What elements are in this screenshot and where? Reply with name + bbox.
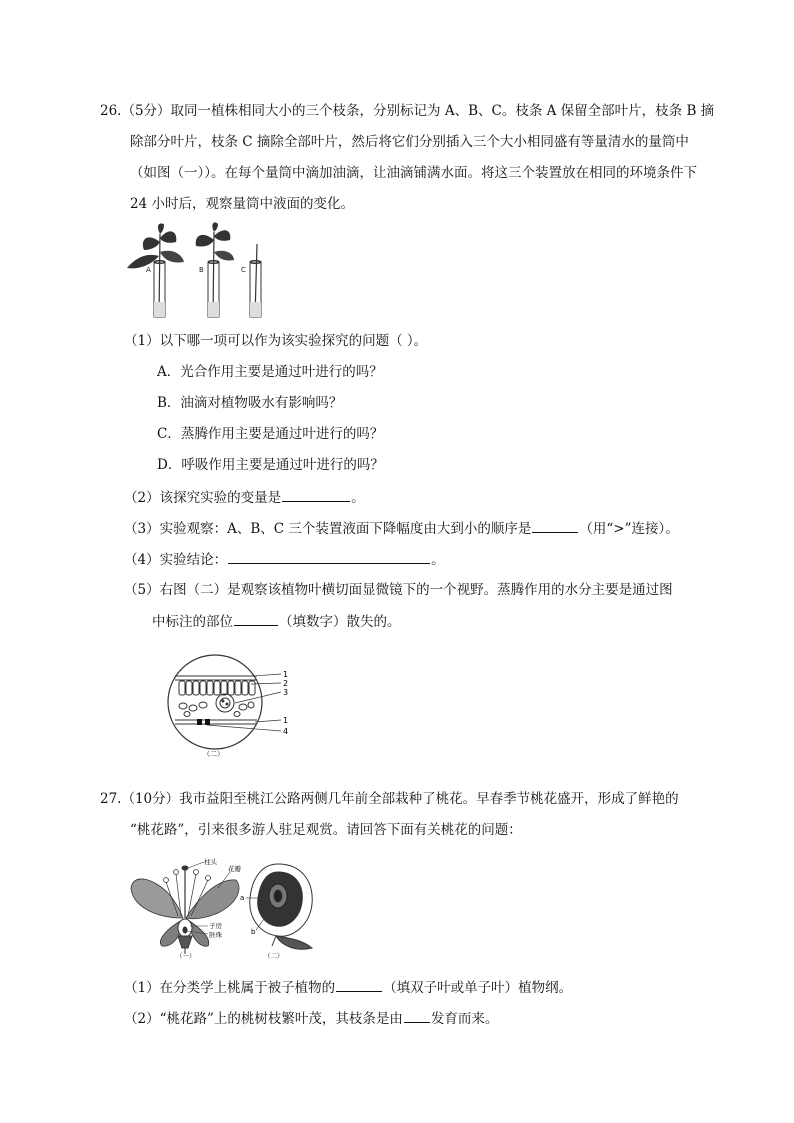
fig2-label-1a: 1 — [283, 670, 289, 679]
label-stigma: 柱头 — [204, 858, 217, 866]
q27-sub2 — [124, 1008, 498, 1029]
fig2-label-4: 4 — [283, 727, 289, 736]
cylinder-c — [250, 244, 261, 317]
q26-sub3-text: （3）实验观察：A、B、C 三个装置液面下降幅度由大到小的顺序是 — [124, 521, 532, 537]
q26-sub3-end: （用“>”连接）。 — [579, 521, 679, 537]
cylinder-experiment-figure — [122, 222, 272, 322]
fig2-label-3: 3 — [283, 688, 289, 697]
q26-sub3-blank[interactable] — [532, 518, 578, 533]
q26-sub5-line2 — [152, 611, 401, 632]
peach-fruit-figure — [242, 858, 322, 960]
q26-sub4-end: 。 — [431, 552, 445, 568]
q27-sub1 — [124, 977, 572, 998]
label-b: B — [199, 266, 204, 274]
peach-flower-figure — [128, 858, 248, 960]
q26-sub3 — [124, 518, 679, 539]
label-ovule: 胚珠 — [209, 931, 222, 939]
fruit-caption: （二） — [264, 952, 284, 960]
q26-option-a[interactable]: A．光合作用主要是通过叶进行的吗？ — [157, 364, 383, 380]
q27-line-1: 27.（10分）我市益阳至桃江公路两侧几年前全部栽种了桃花。早春季节桃花盛开，形成了鲜艳的 — [100, 791, 679, 807]
fig2-caption: （二） — [203, 750, 224, 758]
label-petal: 花瓣 — [228, 865, 241, 873]
leaf-cross-section-figure — [165, 652, 295, 762]
cylinder-a — [127, 223, 184, 317]
q26-option-d[interactable]: D．呼吸作用主要是通过叶进行的吗？ — [157, 457, 384, 473]
q26-sub5-text: 中标注的部位 — [152, 614, 233, 630]
q26-line-2: 除部分叶片，枝条 C 摘除全部叶片，然后将它们分别插入三个大小相同盛有等量清水的量筒中 — [130, 134, 689, 150]
q27-line-2: “桃花路”，引来很多游人驻足观赏。请回答下面有关桃花的问题： — [130, 822, 522, 838]
q26-sub4-blank[interactable] — [228, 549, 430, 564]
q27-sub2-end: 发育而来。 — [430, 1011, 499, 1027]
q27-sub1-end: （填双子叶或单子叶）植物纲。 — [383, 980, 573, 996]
q26-line-4: 24 小时后，观察量筒中液面的变化。 — [130, 196, 354, 212]
label-fruit-a: a — [240, 894, 245, 902]
q26-sub5-end: （填数字）散失的。 — [279, 614, 401, 630]
q26-line-3: （如图（一））。在每个量筒中滴加油滴，让油滴铺满水面。将这三个装置放在相同的环境条件下 — [130, 165, 697, 181]
q26-sub5-blank[interactable] — [234, 611, 278, 626]
q26-sub4 — [124, 549, 445, 570]
q27-sub2-text: （2）“桃花路”上的桃树枝繁叶茂，其枝条是由 — [124, 1011, 403, 1027]
q26-sub4-text: （4）实验结论： — [124, 552, 228, 568]
q27-sub2-blank[interactable] — [404, 1008, 430, 1023]
fruit-leaf — [272, 936, 312, 949]
pistil — [178, 866, 192, 937]
label-ovary: 子房 — [209, 922, 222, 930]
fig2-label-2: 2 — [283, 679, 289, 688]
q26-option-c[interactable]: C．蒸腾作用主要是通过叶进行的吗？ — [157, 426, 384, 442]
q27-sub1-text: （1）在分类学上桃属于被子植物的 — [124, 980, 336, 996]
q26-line-1: 26.（5分）取同一植株相同大小的三个枝条，分别标记为 A、B、C。枝条 A 保留全部叶片，枝条 B 摘 — [100, 103, 715, 119]
q26-sub5-line1: （5）右图（二）是观察该植物叶横切面显微镜下的一个视野。蒸腾作用的水分主要是通过图 — [124, 582, 673, 598]
fig2-label-1b: 1 — [283, 716, 289, 725]
label-a: A — [146, 266, 151, 274]
label-fruit-b: b — [251, 928, 256, 936]
q26-sub1: （1）以下哪一项可以作为该实验探究的问题（ ）。 — [124, 333, 428, 349]
flower-caption: （一） — [176, 952, 196, 960]
q26-option-b[interactable]: B．油滴对植物吸水有影响吗？ — [157, 395, 343, 411]
q26-sub2 — [124, 487, 365, 508]
label-c: C — [241, 266, 246, 274]
q26-sub2-text: （2）该探究实验的变量是 — [124, 490, 282, 506]
q26-sub2-blank[interactable] — [282, 487, 350, 502]
q27-sub1-blank[interactable] — [336, 977, 382, 992]
q26-sub2-end: 。 — [351, 490, 365, 506]
